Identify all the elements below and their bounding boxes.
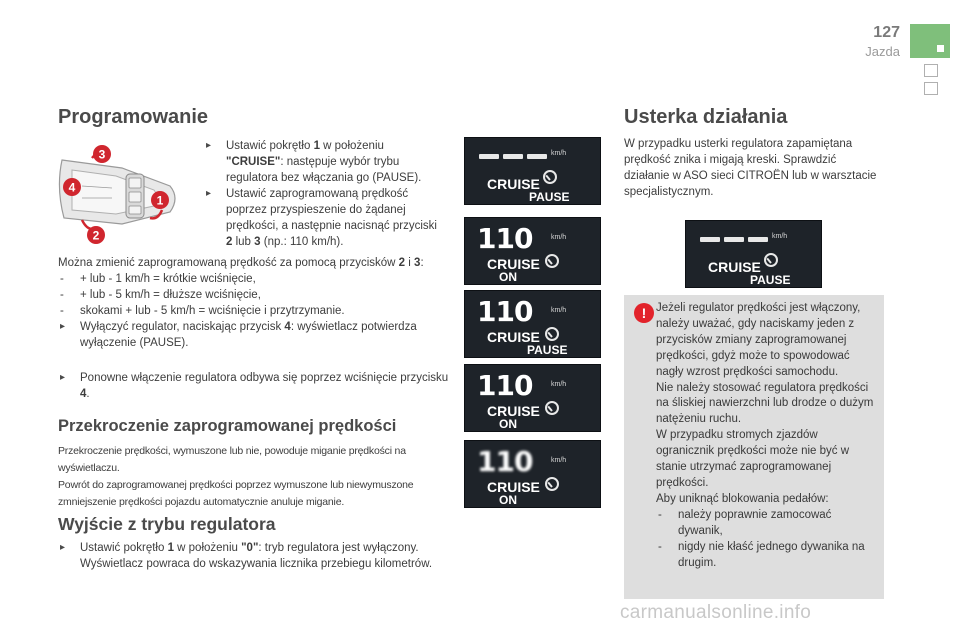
heading-programowanie: Programowanie <box>58 106 209 128</box>
page-number: 127 <box>873 24 900 41</box>
heading-exit: Wyjście z trybu regulatora <box>58 514 276 534</box>
speed-change-intro: Można zmienić zaprogramowaną prędkość za pomocą przycisków 2 i 3: <box>58 257 424 269</box>
cruise-stalk-illustration <box>52 138 187 248</box>
display-on-110-flashing <box>464 440 601 508</box>
speedometer-icon <box>545 327 559 341</box>
list-item: - + lub - 5 km/h = dłuższe wciśnięcie, <box>58 287 453 303</box>
programming-steps <box>204 138 444 250</box>
fault-text: W przypadku usterki regulatora zapamiętana prędkość znika i migają kreski. Sprawdzić działanie w ASO sieci CITROËN lub w warsztacie specjalistycznym. <box>624 138 877 198</box>
display-pause-dashes <box>464 137 601 205</box>
watermark: carmanualsonline.info <box>620 602 812 623</box>
chapter-tab <box>910 24 950 58</box>
heading-overspeed: Przekroczenie zaprogramowanej prędkości <box>58 417 397 435</box>
speed-value: 110 <box>477 445 533 478</box>
list-item: ▸ Ponowne włączenie regulatora odbywa się poprzez wciśnięcie przycisku 4. <box>58 370 453 402</box>
speed-value: 110 <box>477 369 533 402</box>
speed-dashes <box>700 237 768 242</box>
list-item: ▸ Ustawić pokrętło 1 w położeniu "0": tryb regulatora jest wyłączony. Wyświetlacz powraca do wskazywania licznika przebiegu kilometrów. <box>58 540 453 572</box>
cruise-state: PAUSE <box>750 273 791 287</box>
speedometer-icon <box>545 401 559 415</box>
paragraph: Przekroczenie prędkości, wymuszone lub nie, powoduje miganie prędkości na wyświetlaczu. <box>58 445 406 474</box>
warning-box <box>624 295 884 599</box>
speed-unit: km/h <box>551 381 567 388</box>
list-item: ▸ Ustawić pokrętło 1 w położeniu "CRUISE": następuje wybór trybu regulatora bez włączania go (PAUSE). <box>204 138 444 186</box>
warning-text <box>656 301 878 571</box>
speed-unit: km/h <box>772 233 788 240</box>
speedometer-icon <box>545 477 559 491</box>
list-item: - nigdy nie kłaść jednego dywanika na drugim. <box>656 540 878 572</box>
warning-icon: ! <box>634 303 654 323</box>
cruise-state: ON <box>499 417 517 431</box>
section-name: Jazda <box>865 44 900 59</box>
list-item: ▸ Wyłączyć regulator, naciskając przycisk 4: wyświetlacz potwierdza wyłączenie (PAUSE). <box>58 319 453 351</box>
list-item: - skokami + lub - 5 km/h = wciśnięcie i przytrzymanie. <box>58 303 453 319</box>
svg-text:4: 4 <box>68 180 76 195</box>
overspeed-text <box>58 443 453 511</box>
paragraph: W przypadku stromych zjazdów ogranicznik prędkości może nie być w stanie utrzymać zaprogramowanej prędkości. <box>656 429 850 489</box>
cruise-label: CRUISE <box>487 256 540 272</box>
cruise-state: ON <box>499 493 517 507</box>
list-item: - + lub - 1 km/h = krótkie wciśnięcie, <box>58 271 453 287</box>
chapter-tab-empty <box>924 64 938 77</box>
speed-unit: km/h <box>551 307 567 314</box>
cruise-label: CRUISE <box>487 479 540 495</box>
chapter-tab-marker <box>937 45 944 52</box>
paragraph: Powrót do zaprogramowanej prędkości poprzez wymuszone lub niewymuszone zmniejszenie prędkości pojazdu automatycznie anuluje miganie. <box>58 479 414 508</box>
paragraph: Nie należy stosować regulatora prędkości na śliskiej nawierzchni lub drodze o dużym natężeniu ruchu. <box>656 381 874 426</box>
cruise-state: ON <box>499 270 517 284</box>
speedometer-icon <box>545 254 559 268</box>
display-on-110 <box>464 217 601 285</box>
svg-text:2: 2 <box>92 228 100 243</box>
chapter-tab-empty <box>924 82 938 95</box>
display-fault <box>685 220 822 288</box>
speed-unit: km/h <box>551 150 567 157</box>
speed-value: 110 <box>477 222 533 255</box>
cruise-label: CRUISE <box>487 403 540 419</box>
list-item: ▸ Ustawić zaprogramowaną prędkość poprzez przyspieszenie do żądanej prędkości, a następnie nacisnąć przyciski 2 lub 3 (np.: 110 km/h). <box>204 186 444 250</box>
heading-usterka: Usterka działania <box>624 106 788 128</box>
svg-text:1: 1 <box>156 193 164 208</box>
speedometer-icon <box>543 170 557 184</box>
cruise-state: PAUSE <box>527 343 568 357</box>
reactivate-block <box>58 370 453 402</box>
cruise-label: CRUISE <box>708 259 761 275</box>
paragraph: Aby uniknąć blokowania pedałów: <box>656 492 829 505</box>
display-pause-110 <box>464 290 601 358</box>
svg-text:3: 3 <box>98 147 106 162</box>
cruise-label: CRUISE <box>487 176 540 192</box>
exit-block <box>58 540 453 572</box>
list-item: - należy poprawnie zamocować dywanik, <box>656 508 878 540</box>
speed-dashes <box>479 154 547 159</box>
speedometer-icon <box>764 253 778 267</box>
paragraph: Jeżeli regulator prędkości jest włączony, należy uważać, gdy naciskamy jeden z przycisków zmiany zaprogramowanej prędkości, gdyż może to spowodować nagły wzrost prędkości samochodu. <box>656 302 861 378</box>
speed-change-block <box>58 255 453 351</box>
cruise-label: CRUISE <box>487 329 540 345</box>
speed-unit: km/h <box>551 457 567 464</box>
speed-value: 110 <box>477 295 533 328</box>
display-on-110 <box>464 364 601 432</box>
cruise-state: PAUSE <box>529 190 570 204</box>
speed-unit: km/h <box>551 234 567 241</box>
